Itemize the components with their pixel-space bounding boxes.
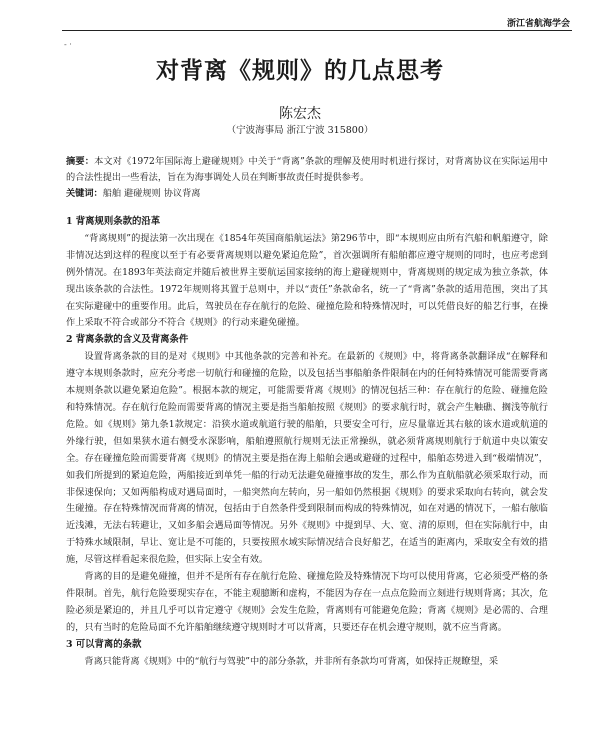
author-affiliation: （宁波海事局 浙江宁波 315800） <box>226 125 374 136</box>
header-mark: - · <box>64 40 72 49</box>
article-body <box>66 214 548 670</box>
abstract-paragraph <box>66 154 548 186</box>
section-1-heading: 1 背离规则条款的沿革 <box>66 216 161 227</box>
abstract-block <box>66 154 548 202</box>
keywords-line <box>66 186 548 202</box>
abstract-text: 本文对《1972年国际海上避碰规则》中关于“背离”条款的理解及使用时机进行探讨，对背离协议在实际运用中的合法性提出一些看法，旨在为海事调处人员在判断事故责任时提供参考。 <box>66 156 548 183</box>
header-rule <box>62 30 572 31</box>
section-3-paragraph: 背离只能背离《规则》中的“航行与驾驶”中的部分条款，并非所有条款均可背离，如保持正规瞭望，采 <box>84 655 499 667</box>
section-3-heading: 3 可以背离的条款 <box>66 638 142 650</box>
section-2-heading: 2 背离条款的含义及背离条件 <box>66 334 189 346</box>
journal-name: 浙江省航海学会 <box>506 19 570 29</box>
section-1-paragraph: “背离规则”的提法第一次出现在《1854年英国商船航运法》第296节中，即“本规则应由所有汽船和帆船遵守，除非情况达到这样的程度以至于有必要背离规则以避免紧迫危险”，首次强调所有船舶都应遵守规则的同时，也应考虑到例外情况。在1893年英法商定并随后被世界主要航运国家接纳的海上避碰规则中，背离规则的规定成为独立条款，体现出该条款的合法性。1972年规则将其置于总则中，并以“责任”条款命名，统一了“背离”条款的适用范围，突出了其在实际避碰中的重要作用。此后，驾驶员在存在航行的危险、碰撞危险和特殊情况时，可以凭借良好的船艺行事，在操作上采取不符合或部分不符合《规则》的行动来避免碰撞。 <box>66 232 548 329</box>
article-title: 对背离《规则》的几点思考 <box>156 57 444 84</box>
author-name: 陈宏杰 <box>279 106 321 122</box>
keywords-label: 关键词： <box>66 188 103 199</box>
section-2-paragraph-1: 设置背离条款的目的是对《规则》中其他条款的完善和补充。在最新的《规则》中，将背离条款翻译成“在解释和遵守本规则条款时，应充分考虑一切航行和碰撞的危险，以及包括当事船舶条件限制在内的任何特殊情况可能需要背离本规则条款以避免紧迫危险”。根据本款的规定，可能需要背离《规则》的情况包括三种：存在航行的危险、碰撞危险和特殊情况。存在航行危险而需要背离的情况主要是指当船舶按照《规则》的要求航行时，就会产生触礁、搁浅等航行危险。如《规则》第九条1款规定：沿狭水道或航道行驶的船舶，只要安全可行，应尽量靠近其右舷的该水道或航道的外缘行驶，但如果狭水道右侧受水深影响，船舶遵照航行规则无法正常操纵，就必须背离规则航行于航道中央以策安全。存在碰撞危险而需要背离《规则》的情况主要是指在海上船舶会遇或避碰的过程中，船舶态势进入到“极端情况”，如我们所提到的紧迫危险，两船接近到单凭一船的行动无法避免碰撞事故的发生，那么作为直航船就必须采取行动，而非保速保向；又如两船构成对遇局面时，一船突然向左转向，另一船如仍然根据《规则》的要求采取向右转向，就会发生碰撞。存在特殊情况而背离的情况，包括由于自然条件受到限制而构成的特殊情况，如在对遇的情况下，一船右舷临近浅滩，无法右转避让，又如多船会遇局面等情况。另外《规则》中提到早、大、宽、清的原则，但在实际航行中，由于特殊水域限制，早让、宽让是不可能的，只要按照水域实际情况结合良好船艺，在适当的距离内，采取安全有效的措施，尽管这样看起来很危险，但实际上安全有效。 <box>66 351 548 566</box>
keywords-text: 船舶 避碰规则 协议背离 <box>102 188 201 199</box>
abstract-label: 摘要： <box>66 156 95 167</box>
section-2-paragraph-2: 背离的目的是避免碰撞，但并不是所有存在航行危险、碰撞危险及特殊情况下均可以使用背离，它必须受严格的条件限制。首先，航行危险要现实存在，不能主观臆断和虚构，不能因为存在一点点危险而立刻进行规则背离；其次，危险必须是紧迫的，并且几乎可以肯定遵守《规则》会发生危险，背离则有可能避免危险；背离《规则》是必需的、合理的，只有当时的危险局面不允许船舶继续遵守规则时才可以背离，只要还存在机会遵守规则，就不应当背离。 <box>66 571 548 633</box>
